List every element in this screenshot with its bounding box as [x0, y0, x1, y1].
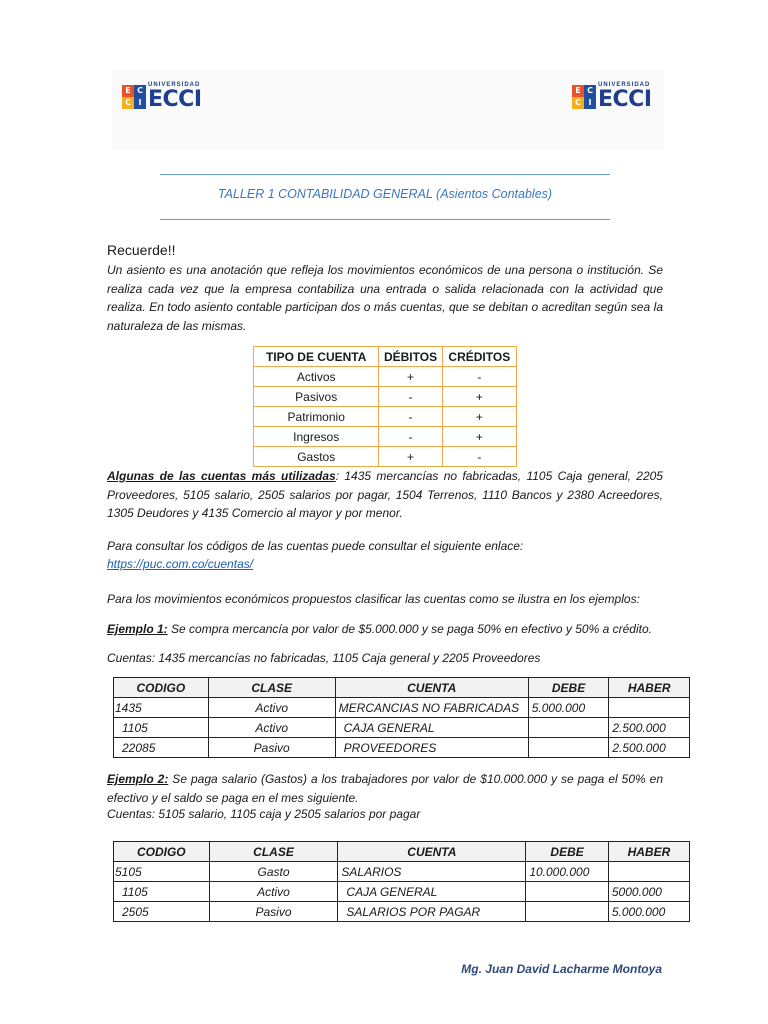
col-header: CODIGO: [114, 842, 210, 862]
remember-heading: Recuerde!!: [107, 242, 176, 258]
example1-text: Ejemplo 1: Se compra mercancía por valor de $5.000.000 y se paga 50% en efectivo y 50% a crédito.: [107, 622, 652, 636]
common-accounts-text: Algunas de las cuentas más utilizadas: 1435 mercancías no fabricadas, 1105 Caja general, 2205 Proveedores, 5105 salario, 2505 salarios por pagar, 1504 Terrenos, 1110 Bancos y 2380 Acreedores, 1305 Deudores y 4135 Comercio al mayor y por menor.: [107, 469, 663, 521]
puc-link-line: [107, 555, 253, 574]
table-row: Patrimonio - +: [254, 407, 517, 427]
example2-table: [113, 841, 690, 922]
table-header-row: [114, 842, 690, 862]
example2-text: Ejemplo 2: Se paga salario (Gastos) a los trabajadores por valor de $10.000.000 y se paga el 50% en efectivo y el saldo se paga en el mes siguiente.: [107, 772, 663, 805]
col-header: CUENTA: [338, 842, 526, 862]
table-header-row: [254, 347, 517, 367]
col-header: TIPO DE CUENTA: [254, 347, 379, 367]
logo-university-label: UNIVERSIDAD: [148, 82, 201, 88]
col-header: CLASE: [209, 842, 338, 862]
instruction-text: Para los movimientos económicos propuestos clasificar las cuentas como se ilustra en los ejemplos:: [107, 592, 640, 606]
col-header: CUENTA: [335, 678, 528, 698]
title-rule-top: [160, 174, 610, 175]
example1-label: Ejemplo 1:: [107, 622, 168, 636]
example1-table: [113, 677, 690, 758]
col-header: CODIGO: [114, 678, 209, 698]
example2-accounts: Cuentas: 5105 salario, 1105 caja y 2505 salarios por pagar: [107, 807, 421, 821]
table-row: Ingresos - +: [254, 427, 517, 447]
ecci-logo-mark-icon: E C C I: [122, 85, 146, 109]
table-row: 2505 Pasivo SALARIOS POR PAGAR 5.000.000: [114, 902, 690, 922]
table-row: 1105 Activo CAJA GENERAL 5000.000: [114, 882, 690, 902]
col-header: DÉBITOS: [379, 347, 442, 367]
col-header: HABER: [609, 678, 690, 698]
table-row: Gastos + -: [254, 447, 517, 467]
ecci-logo-left: [122, 82, 202, 111]
table-row: 1105 Activo CAJA GENERAL 2.500.000: [114, 718, 690, 738]
document-title: TALLER 1 CONTABILIDAD GENERAL (Asientos Contables): [217, 187, 553, 201]
ecci-logo-mark-icon: E C C I: [572, 85, 596, 109]
table-row: Activos + -: [254, 367, 517, 387]
puc-link[interactable]: https://puc.com.co/cuentas/: [107, 557, 254, 571]
consult-text: Para consultar los códigos de las cuentas puede consultar el siguiente enlace:: [107, 539, 524, 553]
col-header: CLASE: [208, 678, 335, 698]
col-header: DEBE: [528, 678, 609, 698]
header-banner: [112, 70, 664, 150]
col-header: HABER: [608, 842, 689, 862]
ecci-logo-right: [572, 82, 652, 111]
table-row: 5105 Gasto SALARIOS 10.000.000: [114, 862, 690, 882]
table-row: 22085 Pasivo PROVEEDORES 2.500.000: [114, 738, 690, 758]
logo-name: ECCI: [598, 87, 652, 112]
account-types-table: [253, 346, 517, 467]
title-rule-bottom: [160, 219, 610, 220]
logo-university-label: UNIVERSIDAD: [598, 82, 651, 88]
col-header: DEBE: [526, 842, 609, 862]
example2-label: Ejemplo 2:: [107, 772, 169, 786]
signature: Mg. Juan David Lacharme Montoya: [461, 962, 662, 976]
table-row: Pasivos - +: [254, 387, 517, 407]
logo-name: ECCI: [148, 87, 202, 112]
example1-accounts: Cuentas: 1435 mercancías no fabricadas, 1105 Caja general y 2205 Proveedores: [107, 651, 541, 665]
table-row: 1435 Activo MERCANCIAS NO FABRICADAS 5.000.000: [114, 698, 690, 718]
remember-text: Un asiento es una anotación que refleja los movimientos económicos de una persona o institución. Se realiza cada vez que la empresa contabiliza una entrada o salida relacionada con la actividad que realiza. En todo asiento contable participan dos o más cuentas, que se debitan o acreditan según sea la naturaleza de las mismas.: [107, 263, 663, 333]
table-header-row: [114, 678, 690, 698]
col-header: CRÉDITOS: [442, 347, 516, 367]
common-accounts-label: Algunas de las cuentas más utilizadas: [107, 469, 336, 483]
